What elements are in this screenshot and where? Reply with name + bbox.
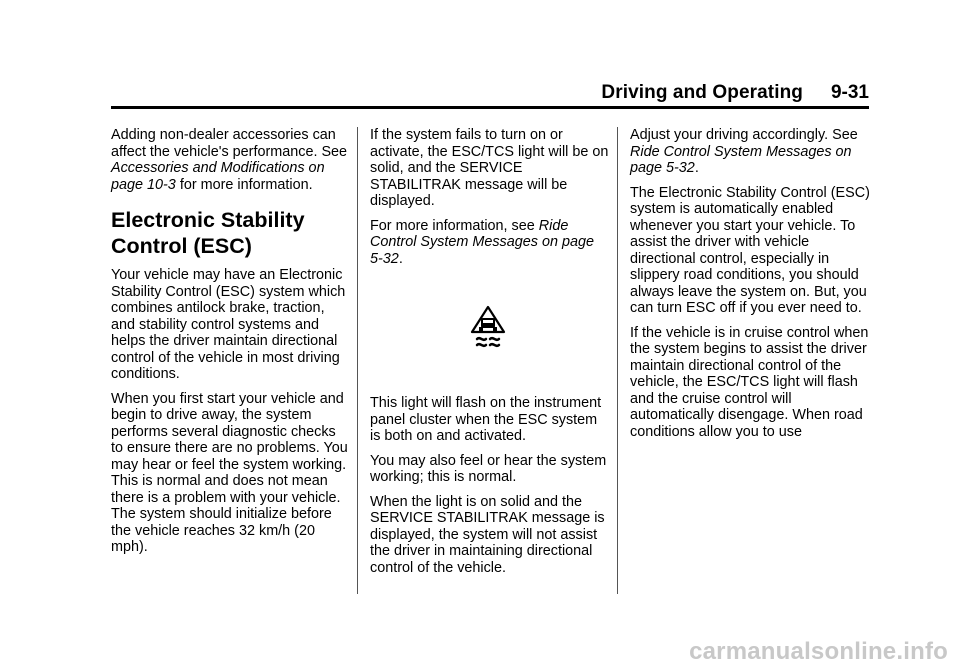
column-2 (370, 127, 610, 584)
esc-skid-warning-icon (470, 305, 506, 349)
paragraph-esc-intro: Your vehicle may have an Electronic Stability Control (ESC) system which combines antilock brake, traction, and stability control systems and helps the driver maintain directional control of the vehicle in most driving conditions. (111, 267, 346, 382)
xref-ride-control-link-2[interactable]: Ride Control System Messages on page 5-32 (630, 143, 852, 176)
section-title: Driving and Operating (601, 82, 803, 103)
paragraph-diagnostics: When you first start your vehicle and begin to drive away, the system performs several diagnostic checks to ensure there are no problems. You may hear or feel the system working. This is normal and does not mean there is a problem with your vehicle. The system should initialize before the vehicle reaches 32 km/h (20 mph). (111, 390, 348, 555)
column-divider-1 (357, 127, 358, 594)
paragraph-enabled: The Electronic Stability Control (ESC) system is automatically enabled whenever you start your vehicle. To assist the driver with vehicle directional control, especially in slippery road conditions, you should always leave the system on. But, you can turn ESC off if you ever need to. (630, 184, 870, 316)
xref-ride-control-link[interactable]: Ride Control System Messages on page 5-32 (370, 217, 594, 267)
paragraph-feel: You may also feel or hear the system working; this is normal. (370, 452, 607, 485)
column-1 (111, 127, 351, 564)
watermark: carmanualsonline.info (689, 638, 948, 665)
page-number: 9-31 (830, 82, 869, 103)
column-divider-2 (617, 127, 618, 594)
paragraph-fail: If the system fails to turn on or activate, the ESC/TCS light will be on solid, and the SERVICE STABILITRAK message will be displayed. (370, 127, 609, 209)
page-header (111, 80, 869, 109)
paragraph-accessories: Adding non-dealer accessories can affect the vehicle's performance. See Accessories and Modifications on page 10-3 for more information. (111, 127, 348, 193)
paragraph-more-info: For more information, see Ride Control System Messages on page 5-32. (370, 217, 594, 267)
paragraph-flash: This light will flash on the instrument panel cluster when the ESC system is both on and activated. (370, 395, 602, 444)
heading-esc: Electronic Stability Control (ESC) (111, 208, 305, 258)
paragraph-adjust: Adjust your driving accordingly. See Ride Control System Messages on page 5-32. (630, 127, 858, 176)
column-3 (630, 127, 870, 448)
xref-accessories-link[interactable]: Accessories and Modifications on page 10-3 (111, 160, 325, 193)
paragraph-solid: When the light is on solid and the SERVICE STABILITRAK message is displayed, the system will not assist the driver in maintaining directional control of the vehicle. (370, 493, 605, 576)
esc-icon-area (370, 275, 610, 395)
paragraph-cruise: If the vehicle is in cruise control when the system begins to assist the driver maintain directional control of the vehicle, the ESC/TCS light will flash and the cruise control will automatically disengage. When road conditions allow you to use (630, 324, 869, 440)
